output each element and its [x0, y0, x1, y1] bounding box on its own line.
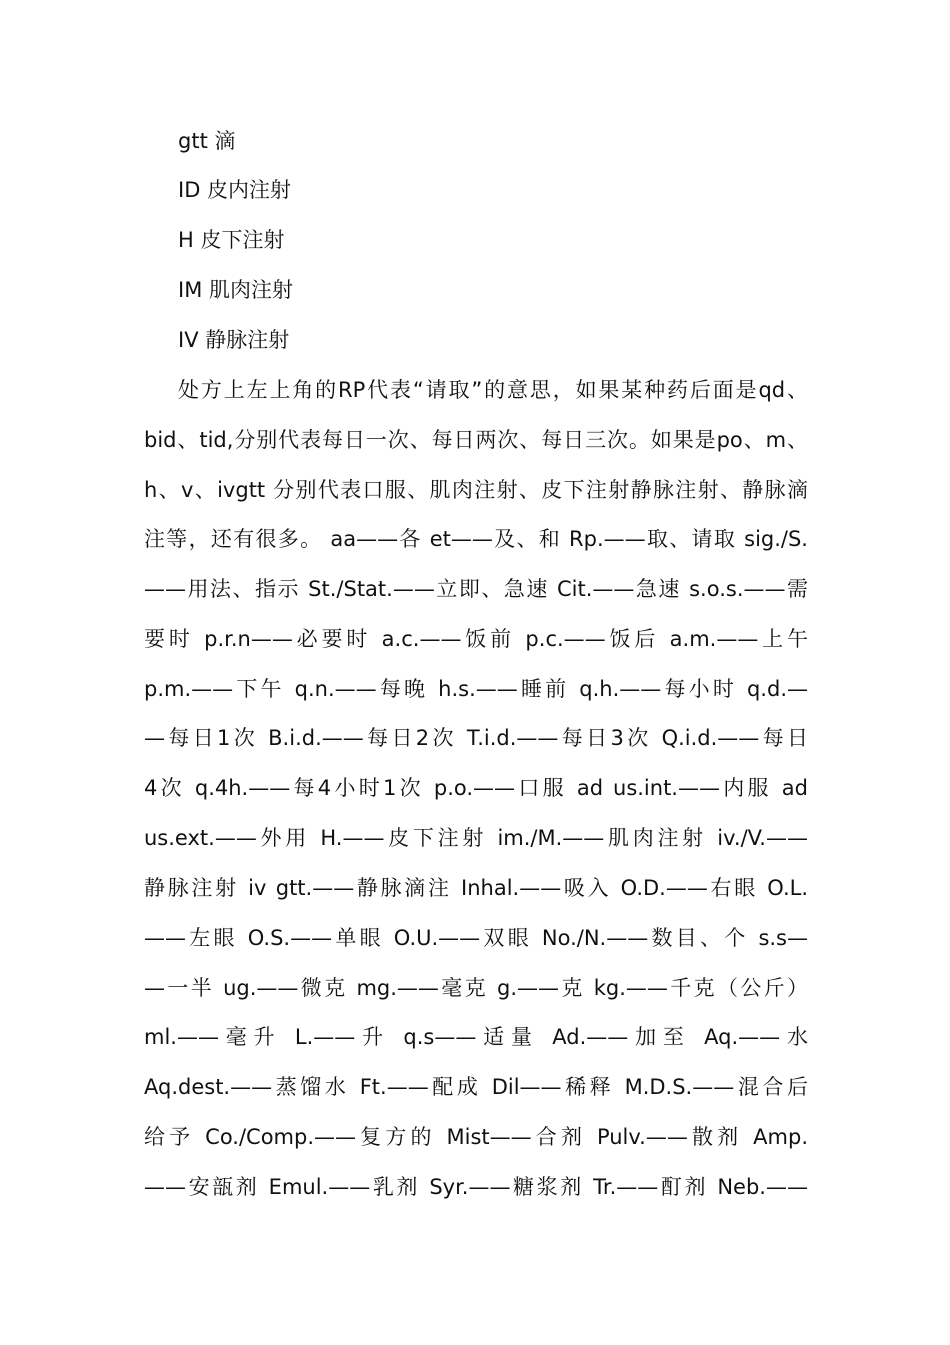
- paragraph-line: 4次 q.4h.——每4小时1次 p.o.——口服 ad us.int.——内服 ad: [144, 776, 808, 800]
- paragraph-line: h、v、ivgtt 分别代表口服、肌肉注射、皮下注射静脉注射、静脉滴: [144, 478, 808, 502]
- paragraph-line: bid、tid,分别代表每日一次、每日两次、每日三次。如果是po、m、: [144, 428, 808, 452]
- paragraph-line: —每日1次 B.i.d.——每日2次 T.i.d.——每日3次 Q.i.d.——每日: [144, 726, 808, 750]
- paragraph-line: Aq.dest.——蒸馏水 Ft.——配成 Dil——稀释 M.D.S.——混合后: [144, 1075, 808, 1099]
- paragraph-line: —一半 ug.——微克 mg.——毫克 g.——克 kg.——千克（公斤）: [144, 976, 808, 1000]
- paragraph-line: 给予 Co./Comp.——复方的 Mist——合剂 Pulv.——散剂 Amp.: [144, 1125, 808, 1149]
- abbreviation-h: H 皮下注射: [178, 228, 285, 252]
- paragraph-line: 注等，还有很多。 aa——各 et——及、和 Rp.——取、请取 sig./S.: [144, 527, 808, 551]
- paragraph-line: us.ext.——外用 H.——皮下注射 im./M.——肌肉注射 iv./V.——: [144, 826, 808, 850]
- paragraph-line: 静脉注射 iv gtt.——静脉滴注 Inhal.——吸入 O.D.——右眼 O.L.: [144, 876, 808, 900]
- paragraph-line: 处方上左上角的RP代表“请取”的意思，如果某种药后面是qd、: [178, 378, 808, 402]
- abbreviation-iv: IV 静脉注射: [178, 328, 290, 352]
- abbreviation-id: ID 皮内注射: [178, 178, 292, 202]
- paragraph-line: ml.——毫升 L.——升 q.s——适量 Ad.——加至 Aq.——水: [144, 1025, 808, 1049]
- paragraph-line: ——安瓿剂 Emul.——乳剂 Syr.——糖浆剂 Tr.——酊剂 Neb.——: [144, 1175, 808, 1199]
- abbreviation-gtt: gtt 滴: [178, 129, 236, 153]
- paragraph-line: p.m.——下午 q.n.——每晚 h.s.——睡前 q.h.——每小时 q.d.—: [144, 677, 808, 701]
- paragraph-line: ——用法、指示 St./Stat.——立即、急速 Cit.——急速 s.o.s.——需: [144, 577, 808, 601]
- abbreviation-im: IM 肌肉注射: [178, 278, 293, 302]
- paragraph-line: ——左眼 O.S.——单眼 O.U.——双眼 No./N.——数目、个 s.s—: [144, 926, 808, 950]
- paragraph-line: 要时 p.r.n——必要时 a.c.——饭前 p.c.——饭后 a.m.——上午: [144, 627, 808, 651]
